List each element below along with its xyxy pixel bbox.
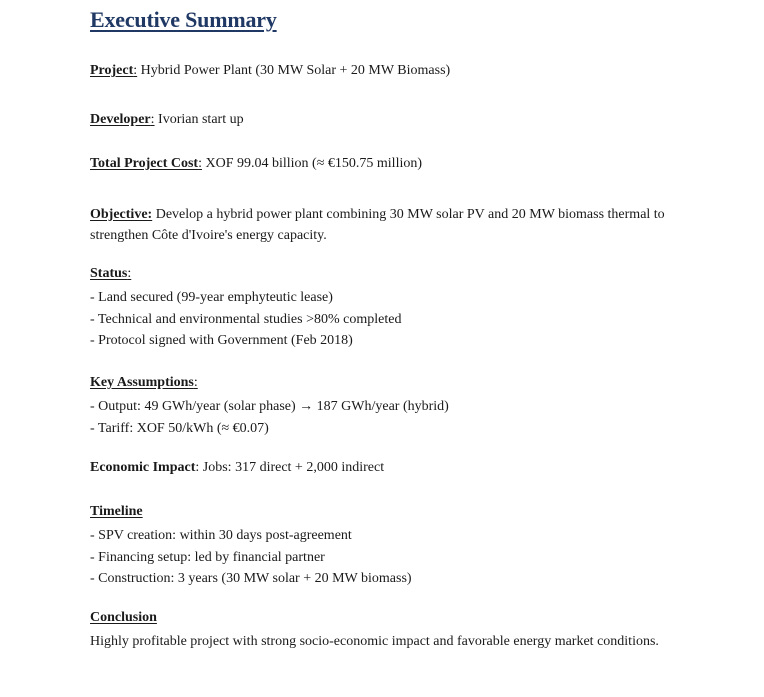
project-colon: : [133,63,138,78]
timeline-item: - SPV creation: within 30 days post-agreement [90,528,352,543]
cost-colon: : [198,156,202,171]
impact-label: Economic Impact [90,460,196,475]
status-item: - Land secured (99-year emphyteutic lease) [90,290,333,305]
status-colon: : [127,266,132,281]
conclusion-label: Conclusion [90,610,157,625]
page-title: Executive Summary [90,7,277,32]
assumptions-label: Key Assumptions [90,375,194,390]
impact-line [90,457,384,478]
timeline-item: - Construction: 3 years (30 MW solar + 20 MW biomass) [90,571,412,586]
objective-value: Develop a hybrid power plant combining 30 MW solar PV and 20 MW biomass thermal to strengthen Côte d'Ivoire's energy capacity. [90,207,665,243]
assumptions-heading [90,372,198,393]
developer-value: Ivorian start up [154,112,244,127]
developer-label: Developer [90,112,151,127]
timeline-heading [90,501,143,522]
timeline-label: Timeline [90,504,143,519]
assumption-item: - Output: 49 GWh/year (solar phase) → 187 GWh/year (hybrid) [90,399,449,414]
status-heading [90,263,131,284]
conclusion-paragraph: Highly profitable project with strong socio-economic impact and favorable energy market conditions. [90,634,659,649]
impact-value: : Jobs: 317 direct + 2,000 indirect [195,460,385,475]
assumption-item: - Tariff: XOF 50/kWh (≈ €0.07) [90,421,269,436]
project-line [90,60,450,81]
developer-colon: : [150,112,155,127]
developer-line [90,109,244,130]
assumptions-colon: : [193,375,198,390]
cost-value: XOF 99.04 billion (≈ €150.75 million) [201,156,423,171]
status-item: - Protocol signed with Government (Feb 2018) [90,333,353,348]
cost-label: Total Project Cost [90,156,199,171]
project-label: Project [90,63,134,78]
timeline-item: - Financing setup: led by financial partner [90,550,325,565]
conclusion-heading [90,607,157,628]
cost-line [90,153,422,174]
project-value: Hybrid Power Plant (30 MW Solar + 20 MW Biomass) [137,63,451,78]
status-label: Status [90,266,128,281]
objective-paragraph [90,204,680,246]
objective-label: Objective: [90,207,153,222]
status-item: - Technical and environmental studies >80% completed [90,312,402,327]
